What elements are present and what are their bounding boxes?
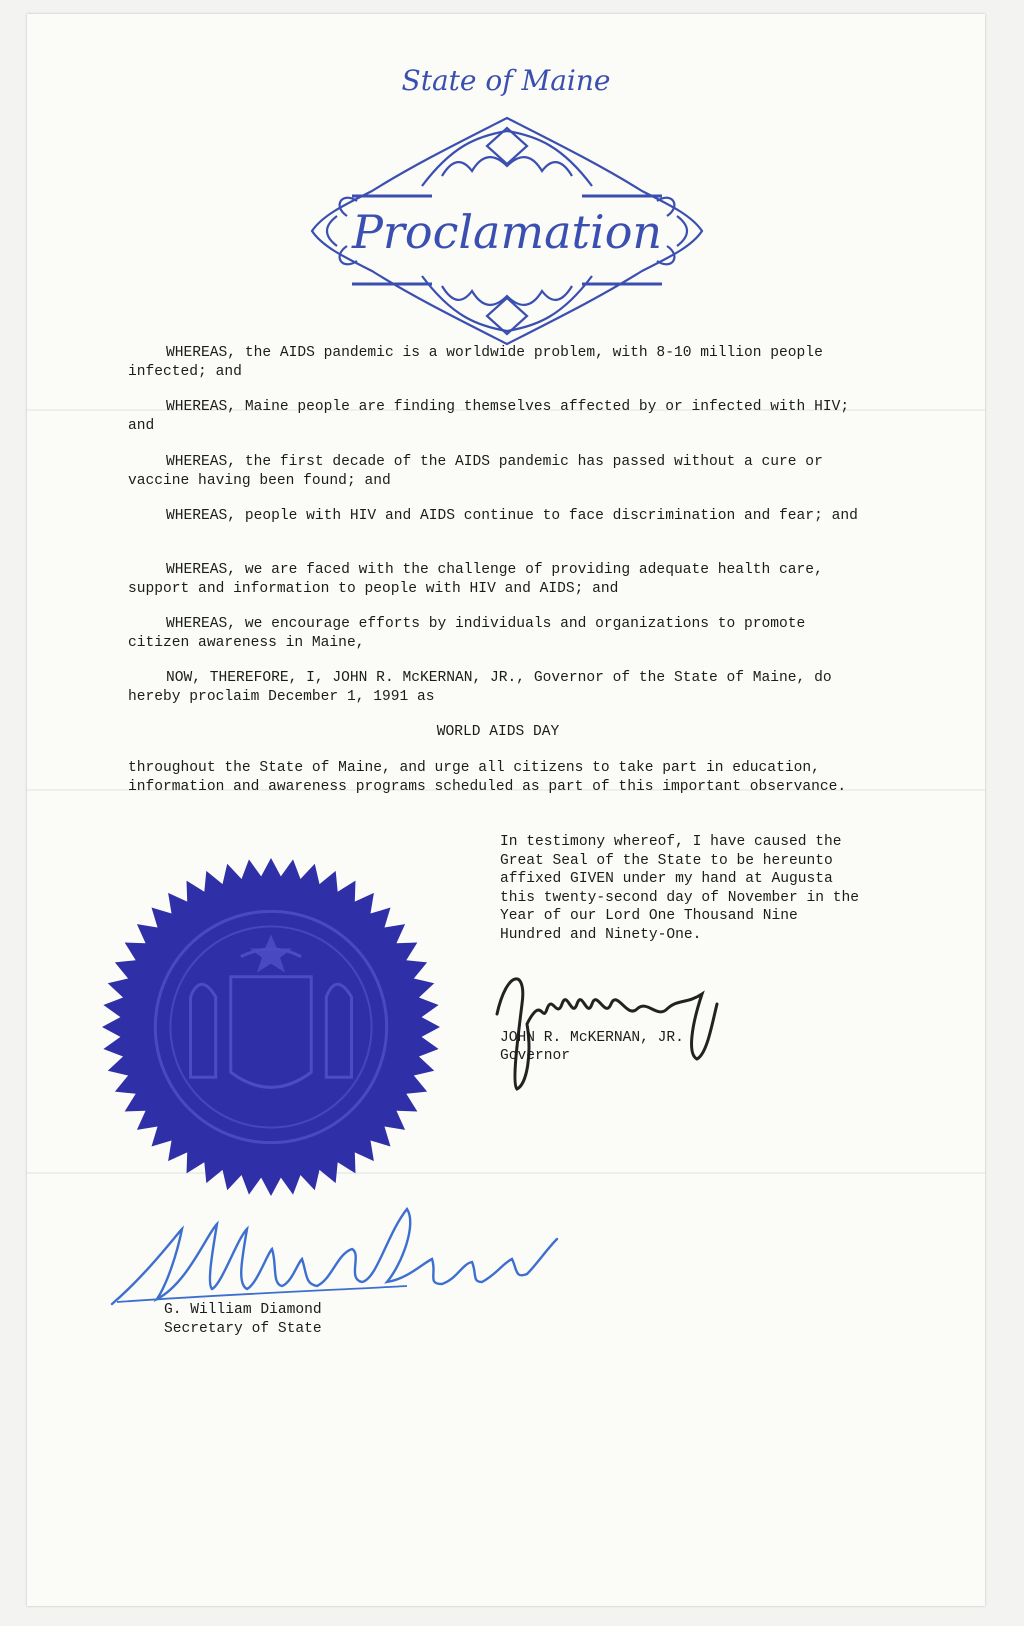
whereas-paragraph: WHEREAS, the first decade of the AIDS pandemic has passed without a cure or vaccine having been found; and bbox=[128, 454, 832, 489]
proclamation-ornament bbox=[302, 106, 712, 356]
whereas-paragraph: WHEREAS, we encourage efforts by individuals and organizations to promote citizen awareness in Maine, bbox=[128, 616, 815, 651]
proclamation-document bbox=[27, 14, 985, 1606]
great-seal-of-maine bbox=[100, 856, 442, 1198]
governor-title: Governor bbox=[500, 1048, 571, 1064]
secretary-title: Secretary of State bbox=[164, 1321, 322, 1337]
testimony-text: In testimony whereof, I have caused the Great Seal of the State to be hereunto affixed GIVEN under my hand at Augusta this twenty-second day of November in the Year of our Lord One Thousand Nine Hundred and Ninety-One. bbox=[500, 834, 860, 943]
whereas-paragraph: WHEREAS, Maine people are finding themselves affected by or infected with HIV; and bbox=[128, 399, 858, 434]
state-title: State of Maine bbox=[401, 64, 611, 97]
proclamation-title: Proclamation bbox=[351, 205, 663, 259]
governor-name: JOHN R. McKERNAN, JR. bbox=[500, 1030, 684, 1046]
world-aids-day-title: WORLD AIDS DAY bbox=[436, 724, 560, 740]
secretary-name: G. William Diamond bbox=[164, 1302, 322, 1318]
whereas-paragraph: WHEREAS, we are faced with the challenge of providing adequate health care, support and information to people with HIV and AIDS; and bbox=[128, 562, 832, 597]
now-therefore-paragraph: NOW, THEREFORE, I, JOHN R. McKERNAN, JR., Governor of the State of Maine, do hereby proclaim December 1, 1991 as bbox=[128, 670, 841, 705]
governor-signature bbox=[487, 964, 727, 1094]
whereas-paragraph: WHEREAS, the AIDS pandemic is a worldwide problem, with 8-10 million people infected; and bbox=[128, 345, 832, 380]
closing-paragraph: throughout the State of Maine, and urge all citizens to take part in education, information and awareness programs scheduled as part of this important observance. bbox=[128, 760, 847, 795]
whereas-paragraph: WHEREAS, people with HIV and AIDS continue to face discrimination and fear; and bbox=[166, 508, 858, 524]
